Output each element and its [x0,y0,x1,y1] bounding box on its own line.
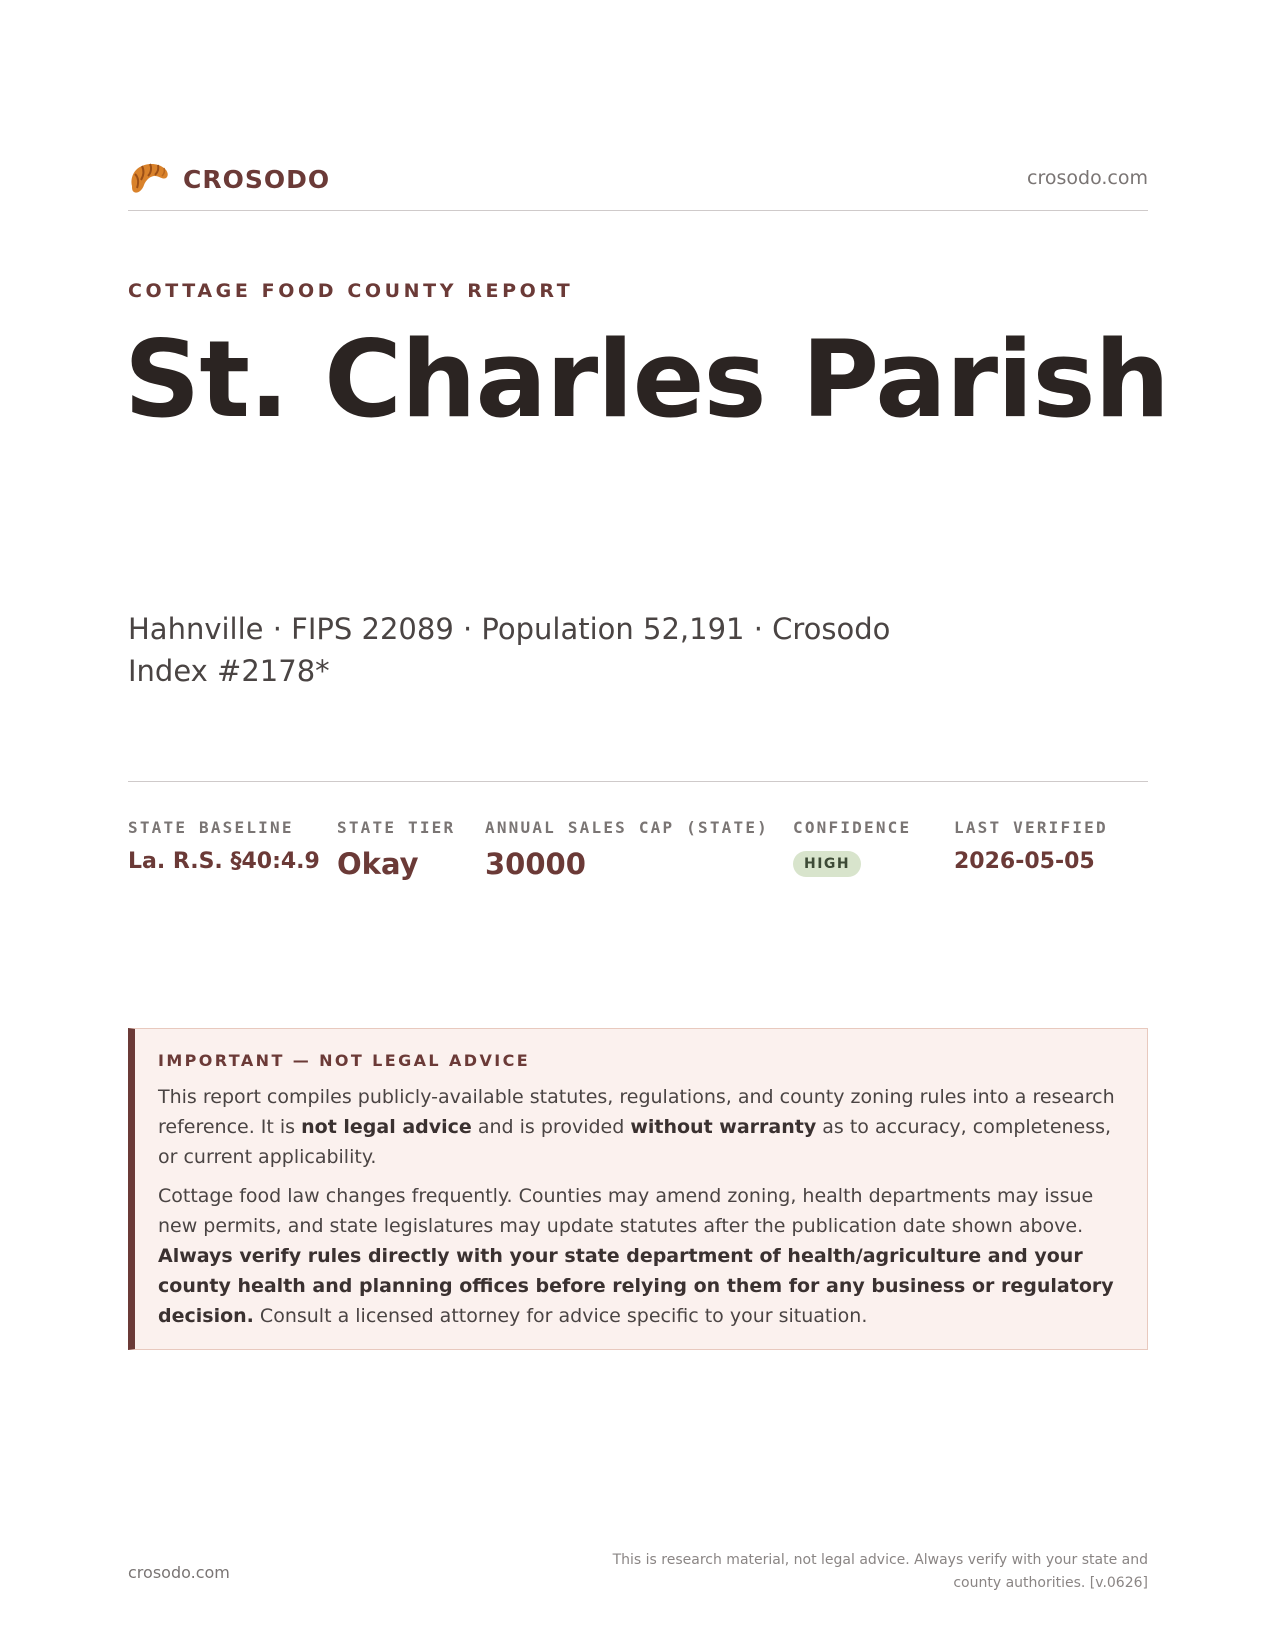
stat-label: STATE BASELINE [128,818,294,837]
stat-last-verified [954,818,1108,874]
notice-text: and is provided [471,1116,631,1138]
status-badge: HIGH [793,851,861,877]
legal-notice [128,1028,1148,1350]
notice-text: Consult a licensed attorney for advice specific to your situation. [253,1305,868,1327]
stat-value: Okay [337,847,419,881]
stat-value: 30000 [485,847,586,881]
notice-paragraph-1 [158,1082,1123,1172]
stat-sales-cap [485,818,769,881]
page-header [128,158,1148,198]
notice-text: as to accuracy, completeness, or current applicability. [158,1116,1112,1168]
notice-emphasis: not legal advice [301,1116,472,1138]
stat-value: La. R.S. §40:4.9 [128,849,320,874]
stat-label: LAST VERIFIED [954,818,1108,837]
notice-text: This report compiles publicly-available statutes, regulations, and county zoning rules into a research reference. It is [158,1086,1115,1138]
notice-paragraph-2 [158,1181,1123,1331]
stat-confidence [793,818,911,877]
stat-label: ANNUAL SALES CAP (STATE) [485,818,769,837]
footer-disclaimer: This is research material, not legal advice. Always verify with your state and county authorities. [v.0626] [612,1552,1148,1591]
stat-label: STATE TIER [337,818,456,837]
stat-state-tier [337,818,455,881]
header-divider [128,210,1148,211]
notice-title: IMPORTANT — NOT LEGAL ADVICE [158,1051,531,1070]
header-site-url[interactable]: crosodo.com [1027,167,1148,189]
stat-value: 2026-05-05 [954,849,1095,874]
report-page [124,0,1170,1650]
notice-emphasis: without warranty [630,1116,817,1138]
report-kicker: COTTAGE FOOD COUNTY REPORT [128,280,574,302]
stat-label: CONFIDENCE [793,818,912,837]
notice-text: Cottage food law changes frequently. Counties may amend zoning, health departments may issue new permits, and state legislatures may update statutes after the publication date shown above. [158,1185,1094,1237]
brand [128,160,330,198]
page-title: St. Charles Parish [124,318,1170,441]
brand-name: CROSODO [183,164,331,194]
notice-emphasis: Always verify rules directly with your state department of health/agriculture and your county health and planning offices before relying on them for any business or regulatory decision. [158,1245,1114,1327]
stat-state-baseline [128,818,320,874]
stats-divider [128,781,1148,782]
report-subtitle: Hahnville · FIPS 22089 · Population 52,191 · Crosodo Index #2178* [128,612,891,688]
footer-site-url[interactable]: crosodo.com [128,1563,230,1582]
croissant-icon [128,160,170,198]
